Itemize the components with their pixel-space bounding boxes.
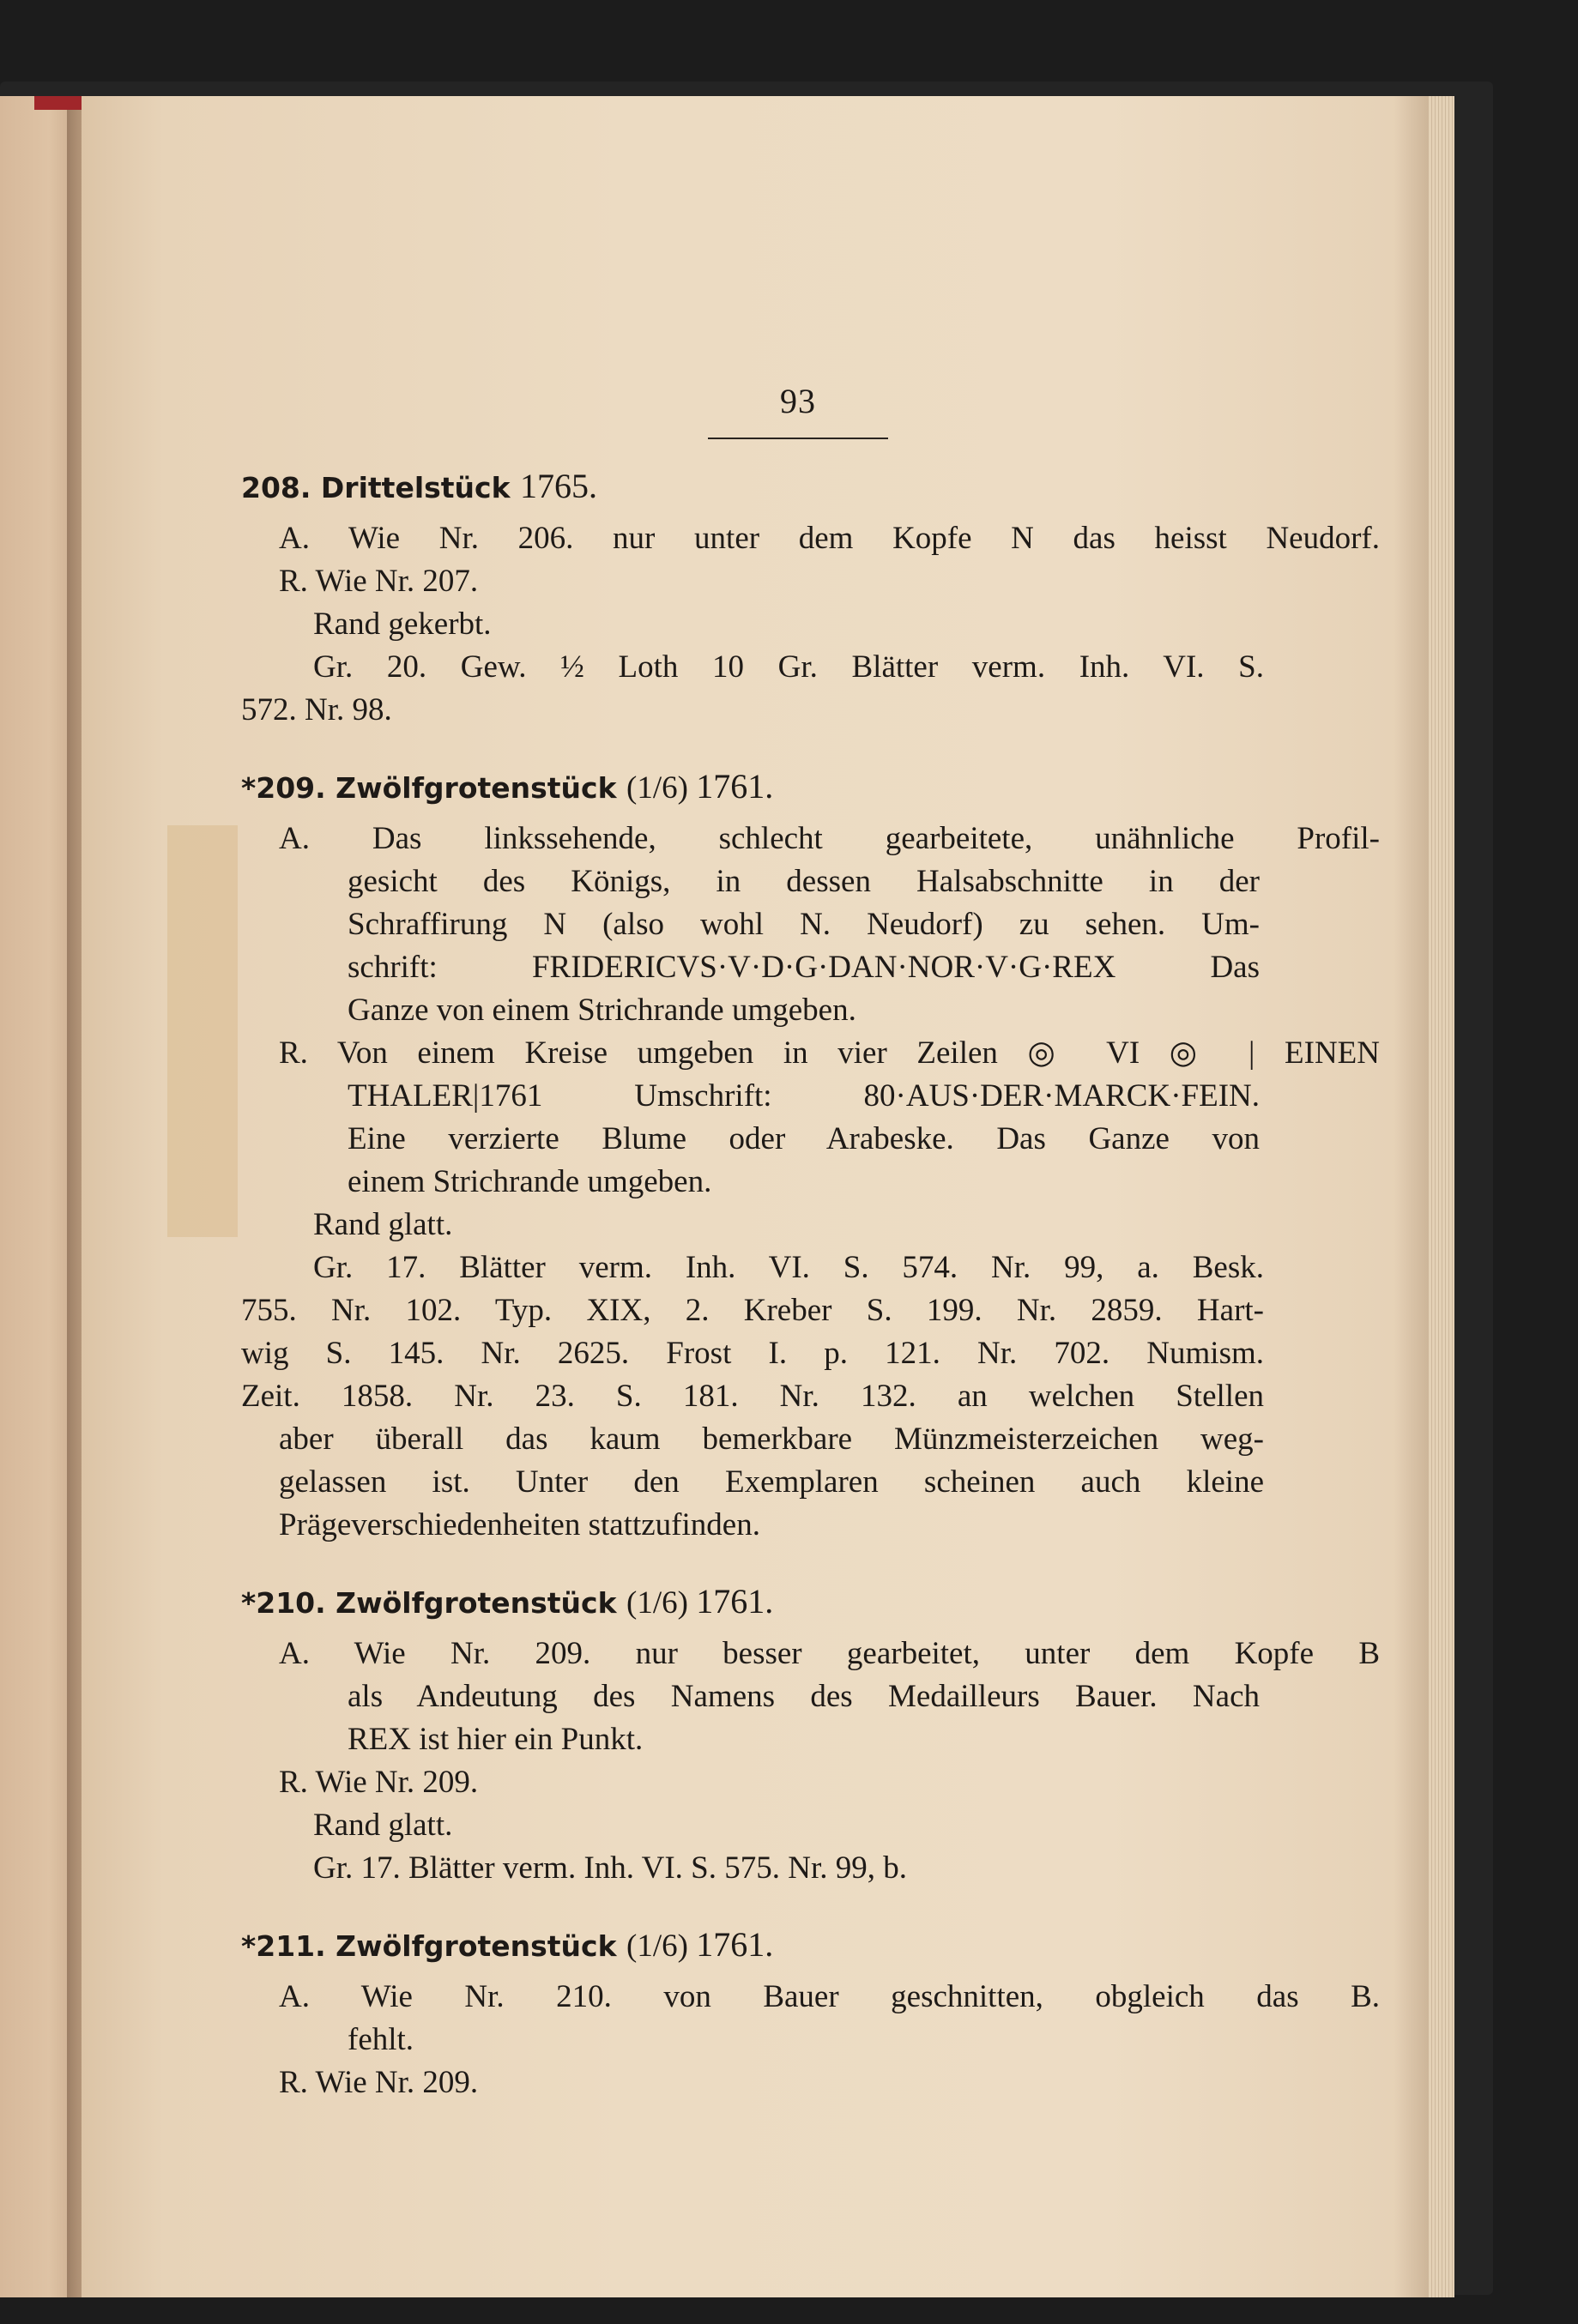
text-line: Rand glatt.: [313, 1808, 453, 1843]
text-line: als Andeutung des Namens des Medailleurs Bauer. Nach: [348, 1681, 1260, 1714]
paper-stain: [167, 825, 238, 1237]
text-line: A. Wie Nr. 210. von Bauer geschnitten, obgleich das B.: [279, 1981, 1380, 2014]
entry-year: 1761.: [696, 1925, 774, 1964]
text-line: R. Von einem Kreise umgeben in vier Zeilen ◎ VI ◎ | EINEN: [279, 1037, 1380, 1071]
text-line: fehlt.: [348, 2022, 414, 2057]
entry-heading: [241, 767, 774, 806]
entry-fraction: (1/6): [626, 1929, 697, 1964]
text-line: Prägeverschiedenheiten stattzufinden.: [279, 1507, 760, 1542]
entry-heading: [241, 1582, 774, 1621]
page-edge-shadow: [1394, 96, 1429, 2297]
text-line: gesicht des Königs, in dessen Halsabschnitte in der: [348, 866, 1260, 899]
text-line: R. Wie Nr. 209.: [279, 1765, 479, 1800]
entry-number-title: 208. Drittelstück: [241, 471, 521, 504]
entry-year: 1761.: [696, 767, 774, 806]
text-line: gelassen ist. Unter den Exemplaren scheinen auch kleine: [279, 1466, 1264, 1500]
text-line: 572. Nr. 98.: [241, 692, 392, 727]
entry-year: 1765.: [520, 467, 598, 505]
text-line: Rand glatt.: [313, 1207, 453, 1242]
text-line: THALER|1761 Umschrift: 80·AUS·DER·MARCK·FEIN.: [348, 1080, 1260, 1114]
text-line: A. Das linkssehende, schlecht gearbeitete, unähnliche Profil-: [279, 823, 1380, 856]
entry-number-title: *211. Zwölfgrotenstück: [241, 1929, 627, 1963]
entry-fraction: (1/6): [626, 770, 697, 806]
text-line: Rand gekerbt.: [313, 607, 492, 642]
text-line: REX ist hier ein Punkt.: [348, 1722, 644, 1757]
text-line: R. Wie Nr. 209.: [279, 2065, 479, 2100]
bookmark-ribbon: [34, 96, 86, 110]
text-line: Gr. 17. Blätter verm. Inh. VI. S. 575. Nr. 99, b.: [313, 1850, 907, 1886]
text-line: Ganze von einem Strichrande umgeben.: [348, 993, 856, 1028]
text-line: A. Wie Nr. 209. nur besser gearbeitet, unter dem Kopfe B: [279, 1638, 1380, 1671]
entry-heading: [241, 1925, 774, 1964]
text-line: 755. Nr. 102. Typ. XIX, 2. Kreber S. 199. Nr. 2859. Hart-: [241, 1295, 1264, 1328]
entry-heading: [241, 469, 597, 504]
text-line: Gr. 20. Gew. ½ Loth 10 Gr. Blätter verm. Inh. VI. S.: [313, 651, 1264, 685]
page-stack-edges: [1429, 96, 1454, 2297]
text-line: Zeit. 1858. Nr. 23. S. 181. Nr. 132. an welchen Stellen: [241, 1380, 1264, 1414]
text-line: aber überall das kaum bemerkbare Münzmeisterzeichen weg-: [279, 1423, 1264, 1457]
entry-number-title: *210. Zwölfgrotenstück: [241, 1586, 627, 1620]
text-line: R. Wie Nr. 207.: [279, 564, 479, 599]
text-line: einem Strichrande umgeben.: [348, 1164, 712, 1199]
text-line: Gr. 17. Blätter verm. Inh. VI. S. 574. Nr. 99, a. Besk.: [313, 1252, 1264, 1285]
book-page: [82, 96, 1446, 2297]
page-number-rule: [708, 438, 888, 439]
entry-year: 1761.: [696, 1582, 774, 1621]
entry-fraction: (1/6): [626, 1585, 697, 1621]
text-line: schrift: FRIDERICVS·V·D·G·DAN·NOR·V·G·REX Das: [348, 951, 1260, 985]
text-line: wig S. 145. Nr. 2625. Frost I. p. 121. Nr. 702. Numism.: [241, 1337, 1264, 1371]
text-line: Schraffirung N (also wohl N. Neudorf) zu sehen. Um-: [348, 908, 1260, 942]
text-line: A. Wie Nr. 206. nur unter dem Kopfe N das heisst Neudorf.: [279, 522, 1380, 556]
page-number: 93: [780, 382, 816, 420]
entry-number-title: *209. Zwölfgrotenstück: [241, 771, 627, 805]
text-line: Eine verzierte Blume oder Arabeske. Das Ganze von: [348, 1123, 1260, 1156]
